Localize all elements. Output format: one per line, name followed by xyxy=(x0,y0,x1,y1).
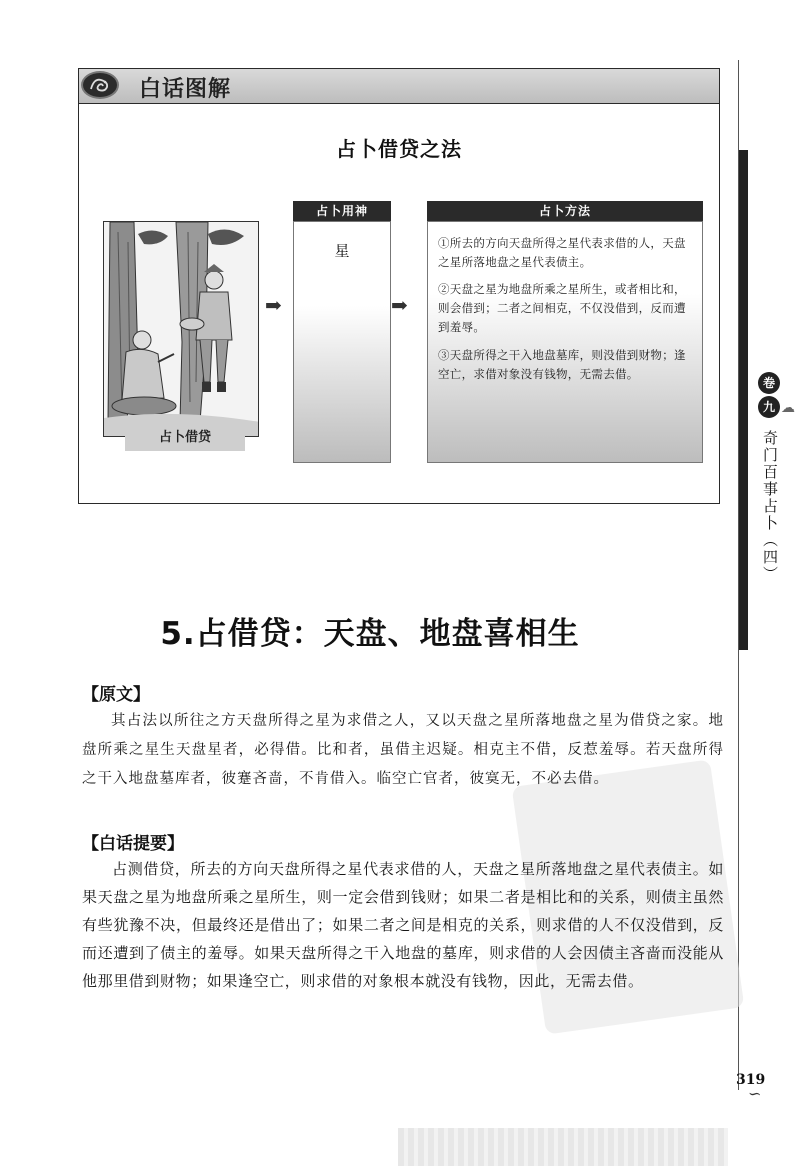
section-title: 5.占借贷：天盘、地盘喜相生 xyxy=(160,616,580,652)
method-item-1: ①所去的方向天盘所得之星代表求借的人，天盘之星所落地盘之星代表债主。 xyxy=(438,236,686,269)
scan-smudge xyxy=(398,1128,728,1166)
illustration-caption: 占卜借贷 xyxy=(125,425,245,451)
volume-badge-1: 卷 xyxy=(758,372,780,394)
borrowing-illustration xyxy=(103,221,259,437)
chapter-title: 奇门百事占卜（四） xyxy=(761,430,779,583)
volume-badge-2: 九 xyxy=(758,396,780,418)
method-item-2: ②天盘之星为地盘所乘之星所生，或者相比和，则会借到；二者之间相克，不仅没借到，反而遭到羞辱。 xyxy=(438,282,686,334)
sidebar-thick-bar xyxy=(739,150,748,650)
original-text-heading: 【原文】 xyxy=(82,685,150,705)
method-item-3: ③天盘所得之干入地盘墓库，则没借到财物；逢空亡，求借对象没有钱物，无需去借。 xyxy=(438,348,686,381)
panel-header-label: 白话图解 xyxy=(139,77,232,102)
divination-spirit-box xyxy=(293,221,391,463)
summary-paragraph: 占测借贷，所去的方向天盘所得之星代表求借的人，天盘之星所落地盘之星代表债主。如果天盘之星为地盘所乘之星所生，则一定会借到钱财；如果二者是相比和的关系，则债主虽然有些犹豫不决，但最终还是借出了；如果二者之间是相克的关系，则求借的人不仅没借到，反而还遭到了债主的羞辱。如果天盘所得之干入地盘的墓库，则求借的人会因债主吝啬而没能从他那里借到财物；如果逢空亡，则求借的对象根本就没有钱物，因此，无需去借。 xyxy=(82,860,724,990)
dragon-emblem-icon xyxy=(81,71,119,99)
cloud-ornament-icon: ☁ xyxy=(781,400,795,416)
illustrated-panel xyxy=(78,68,720,504)
summary-heading: 【白话提要】 xyxy=(82,834,184,854)
original-text-paragraph: 其占法以所往之方天盘所得之星为求借之人，又以天盘之星所落地盘之星为借贷之家。地盘所乘之星生天盘星者，必得借。比和者，虽借主迟疑。相克主不借，反惹羞辱。若天盘所得之干入地盘墓库者，彼蹇吝啬，不肯借入。临空亡官者，彼寞无，不必去借。 xyxy=(82,713,724,787)
panel-header-bar xyxy=(79,69,719,104)
divination-method-box xyxy=(427,221,703,463)
page-number: 319 xyxy=(736,1072,766,1088)
arrow-right-icon: ➡ xyxy=(391,293,408,317)
swirl-ornament-icon: ∽ xyxy=(748,1084,762,1103)
divination-method-header: 占卜方法 xyxy=(427,201,703,221)
divination-spirit-header: 占卜用神 xyxy=(293,201,391,221)
arrow-right-icon: ➡ xyxy=(265,293,282,317)
divination-spirit-value: 星 xyxy=(334,242,350,260)
panel-title: 占卜借贷之法 xyxy=(336,137,462,161)
